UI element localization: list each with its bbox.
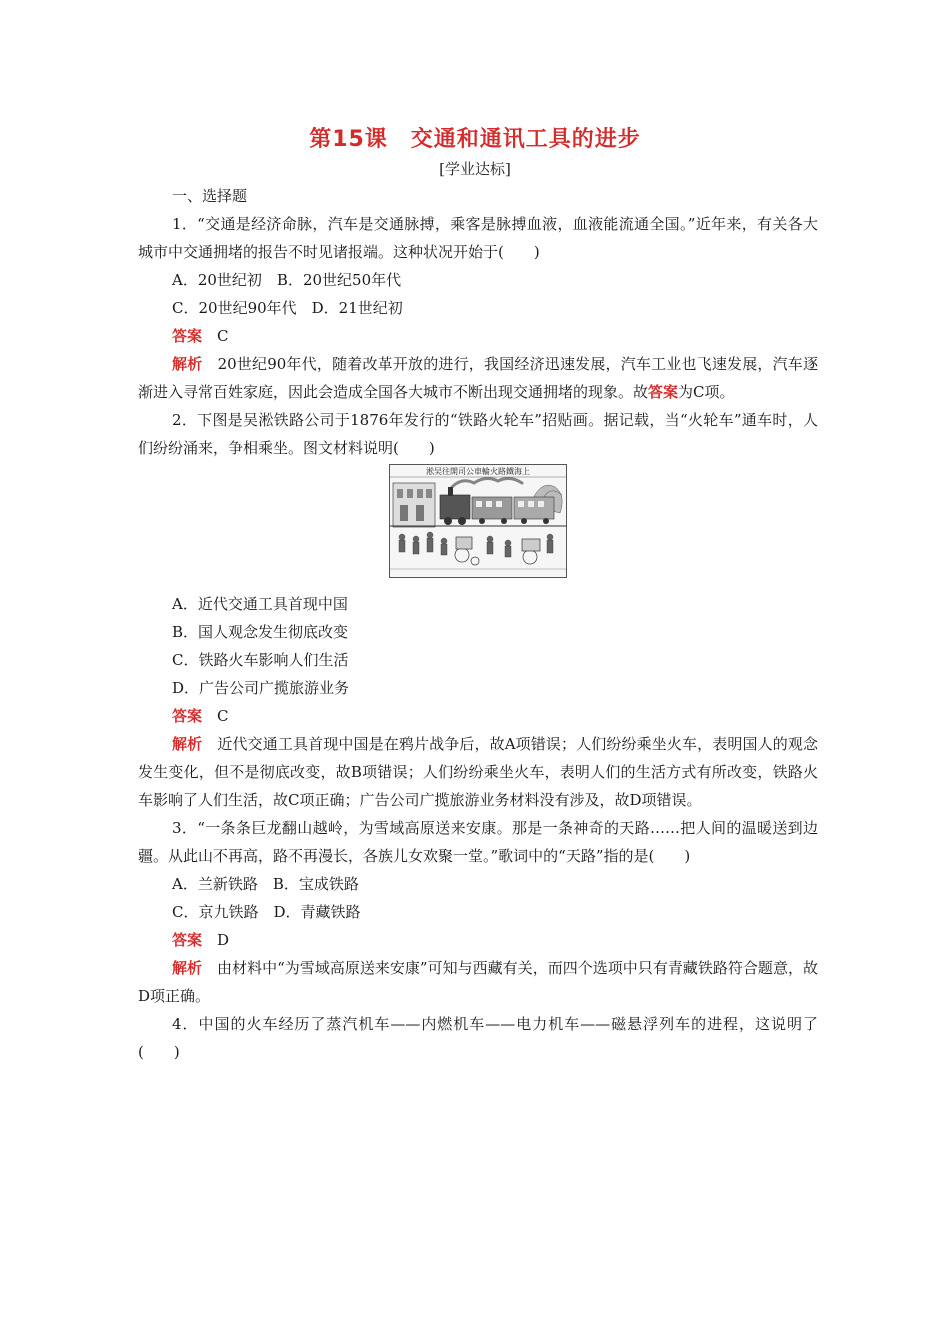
question-3-stem: 3．“一条条巨龙翻山越岭，为雪域高原送来安康。那是一条神奇的天路……把人间的温暖送到边疆。从此山不再高，路不再漫长，各族儿女欢聚一堂。”歌词中的“天路”指的是( )	[138, 819, 818, 865]
analysis-text: 20世纪90年代，随着改革开放的进行，我国经济迅速发展，汽车工业也飞速发展，汽车逐渐进入寻常百姓家庭，因此会造成全国各大城市不断出现交通拥堵的现象。故	[138, 355, 818, 401]
poster-caption: 淞吴往開司公車輪火路鐵海上	[426, 467, 530, 476]
analysis-text: 由材料中“为雪域高原送来安康”可知与西藏有关，而四个选项中只有青藏铁路符合题意，故D项正确。	[138, 959, 818, 1005]
question-3-answer	[138, 926, 818, 954]
answer-label: 答案	[172, 931, 203, 949]
question-2-option-b: B．国人观念发生彻底改变	[172, 623, 349, 641]
question-4-stem: 4．中国的火车经历了蒸汽机车——内燃机车——电力机车——磁悬浮列车的进程，这说明了( )	[138, 1015, 818, 1061]
question-2-answer	[138, 702, 818, 730]
document-body	[138, 182, 818, 1066]
railway-poster-illustration	[390, 465, 566, 577]
question-1-options-cd: C．20世纪90年代 D．21世纪初	[172, 299, 403, 317]
question-2-option-a: A．近代交通工具首现中国	[172, 595, 348, 613]
analysis-label: 解析	[172, 959, 203, 977]
question-1-options-ab: A．20世纪初 B．20世纪50年代	[172, 271, 402, 289]
section-heading: 一、选择题	[172, 187, 248, 205]
answer-label: 答案	[172, 707, 203, 725]
analysis-answer-label: 答案	[648, 383, 679, 401]
question-2-option-c: C．铁路火车影响人们生活	[172, 651, 349, 669]
question-3-options-ab: A．兰新铁路 B．宝成铁路	[172, 875, 359, 893]
question-3-options-cd: C．京九铁路 D．青藏铁路	[172, 903, 361, 921]
analysis-label: 解析	[172, 355, 203, 373]
analysis-end: 为C项。	[678, 383, 735, 401]
analysis-label: 解析	[172, 735, 203, 753]
lesson-title: 第15课 交通和通讯工具的进步	[309, 127, 641, 152]
answer-label: 答案	[172, 327, 203, 345]
answer-value: C	[217, 707, 229, 725]
section-subtitle: [学业达标]	[439, 160, 511, 178]
question-3-analysis	[138, 954, 818, 1010]
question-2-stem: 2．下图是吴淞铁路公司于1876年发行的“铁路火轮车”招贴画。据记载，当“火轮车”通车时，人们纷纷涌来，争相乘坐。图文材料说明( )	[138, 411, 818, 457]
answer-value: D	[217, 931, 230, 949]
question-2-option-d: D．广告公司广揽旅游业务	[172, 679, 350, 697]
question-1-stem: 1．“交通是经济命脉，汽车是交通脉搏，乘客是脉搏血液，血液能流通全国。”近年来，有关各大城市中交通拥堵的报告不时见诸报端。这种状况开始于( )	[138, 215, 818, 261]
answer-value: C	[217, 327, 229, 345]
analysis-text: 近代交通工具首现中国是在鸦片战争后，故A项错误；人们纷纷乘坐火车，表明国人的观念发生变化，但不是彻底改变，故B项错误；人们纷纷乘坐火车，表明人们的生活方式有所改变，铁路火车影响了人们生活，故C项正确；广告公司广揽旅游业务材料没有涉及，故D项错误。	[138, 735, 818, 809]
question-1-answer	[138, 322, 818, 350]
question-2-analysis	[138, 730, 818, 814]
question-1-analysis	[138, 350, 818, 406]
railway-poster-image	[389, 464, 567, 578]
